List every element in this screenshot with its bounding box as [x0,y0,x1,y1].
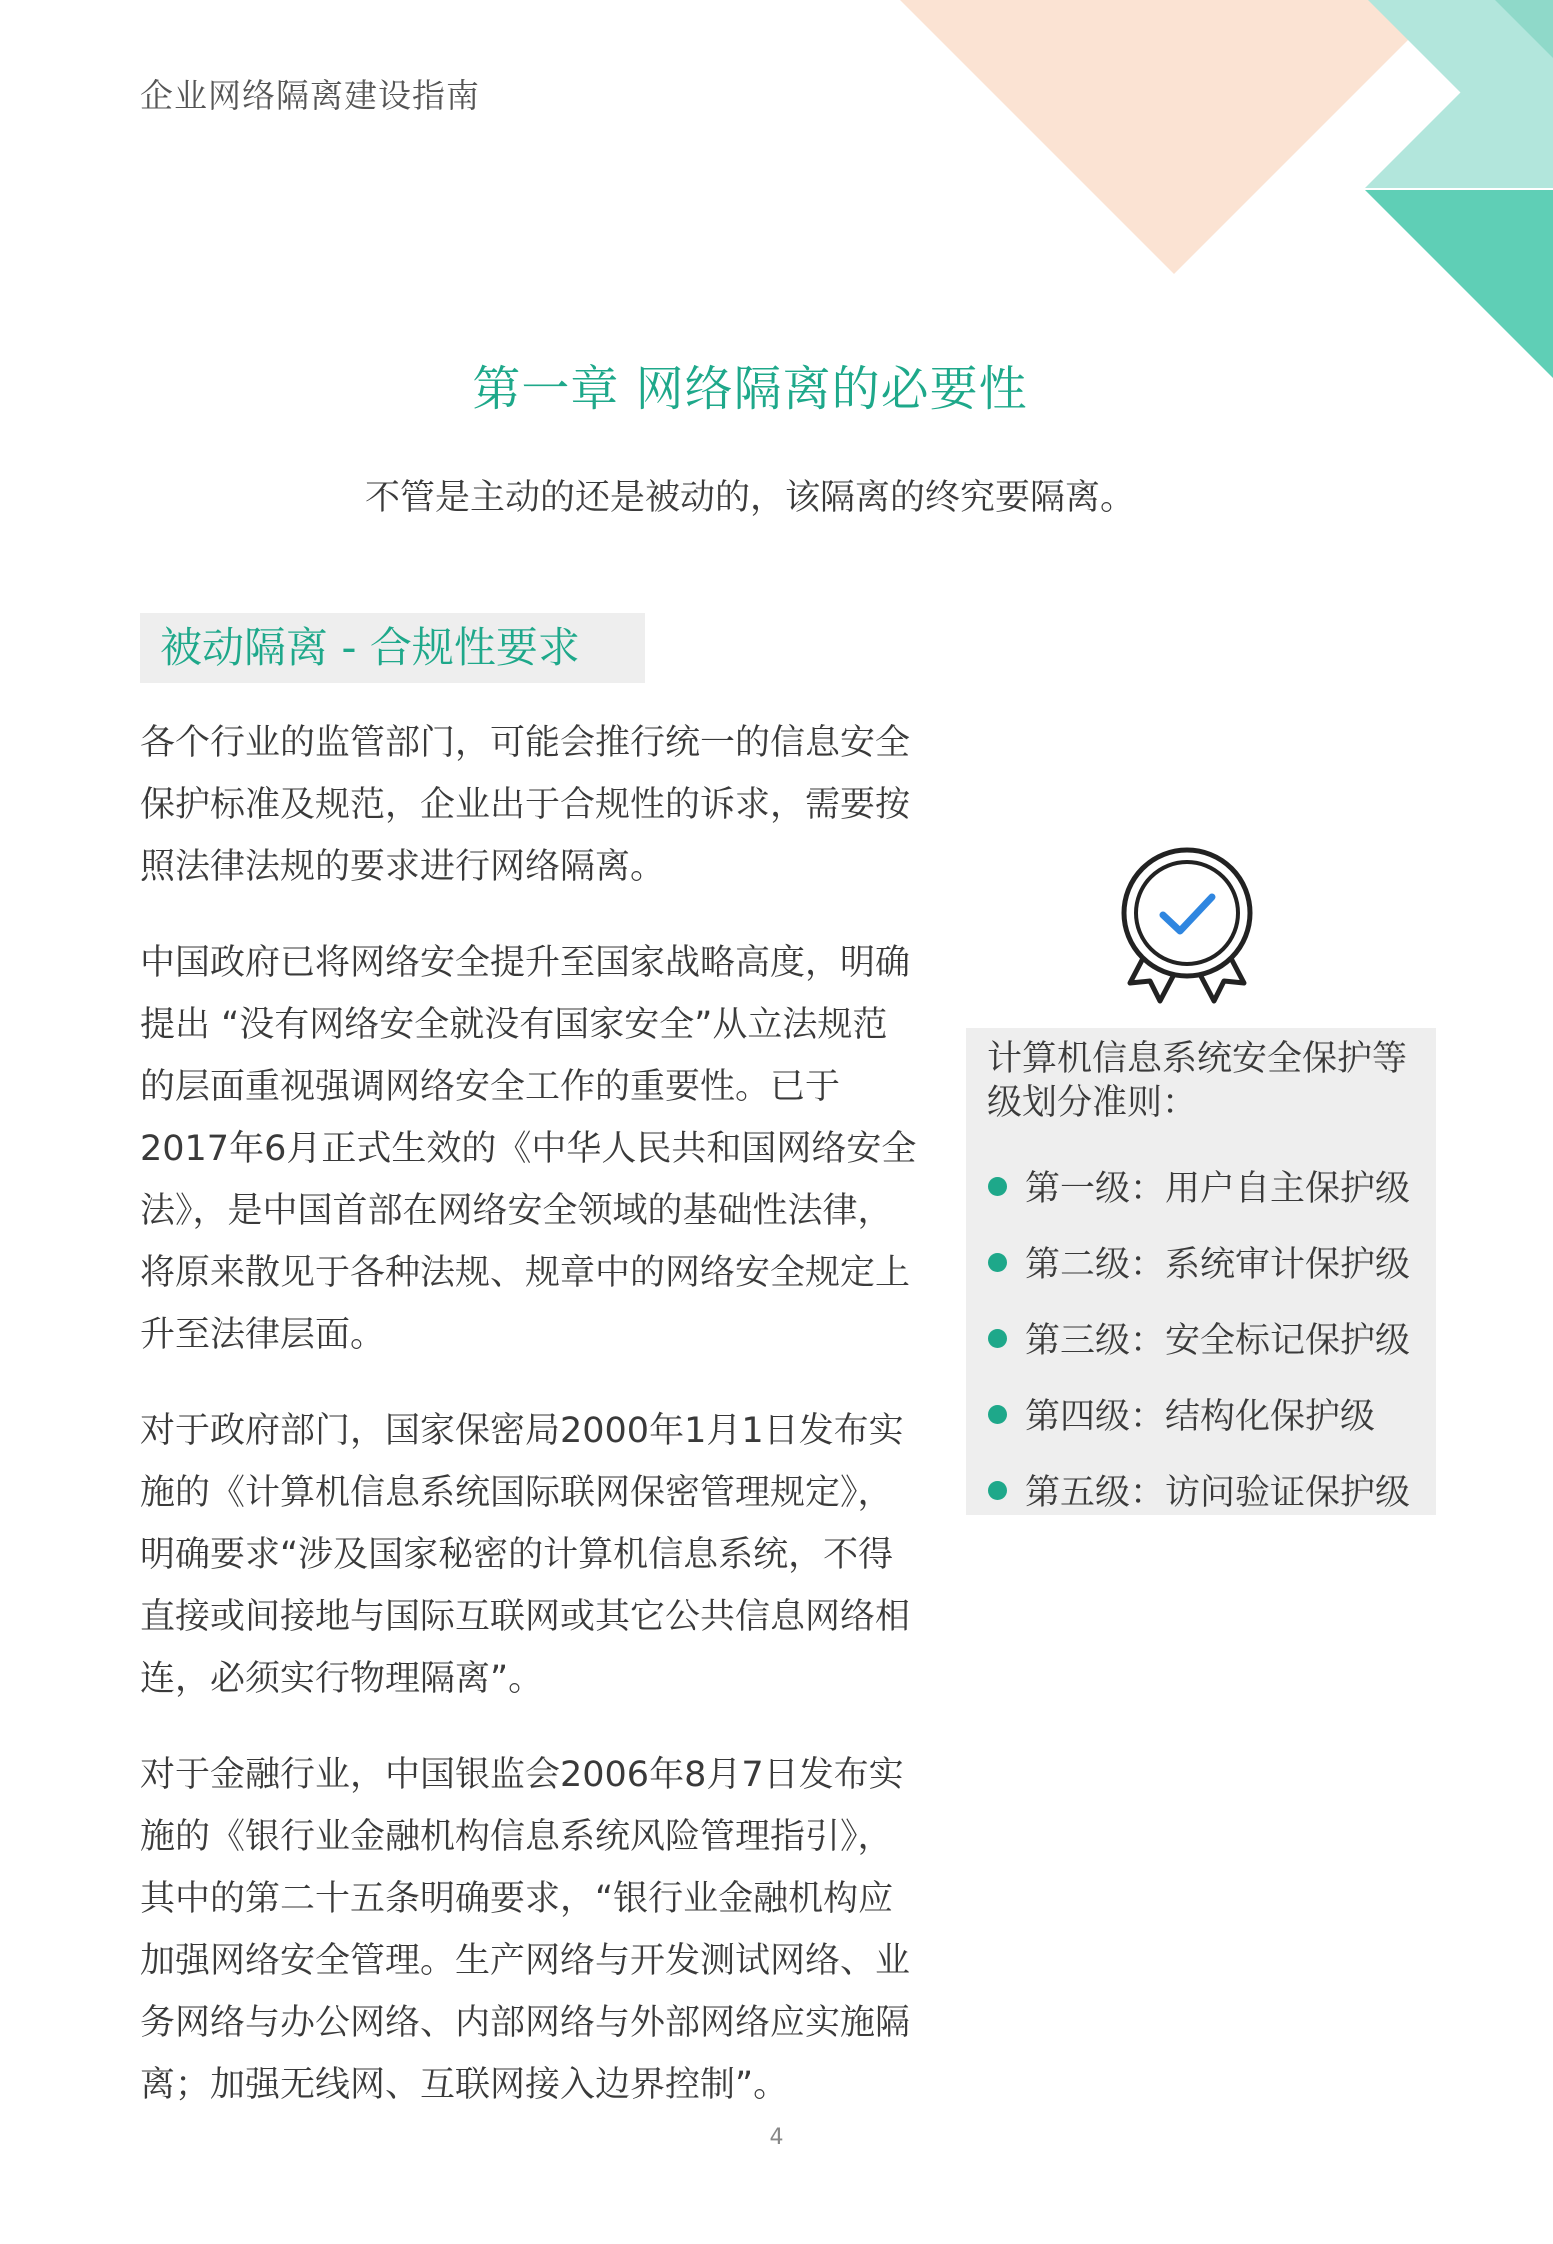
chapter-title: 第一章 网络隔离的必要性 [472,361,1028,417]
corner-decoration [0,0,1553,400]
peach-triangle [900,0,1448,274]
paragraph: 对于金融行业，中国银监会2006年8月7日发布实施的《银行业金融机构信息系统风险管理指引》，其中的第二十五条明确要求，“银行业金融机构应加强网络安全管理。生产网络与开发测试网络、业务网络与办公网络、内部网络与外部网络应实施隔离；加强无线网、互联网接入边界控制”。 [140,1755,911,2105]
paragraph: 对于政府部门，国家保密局2000年1月1日发布实施的《计算机信息系统国际联网保密管理规定》，明确要求“涉及国家秘密的计算机信息系统，不得直接或间接地与国际互联网或其它公共信息网络相连，必须实行物理隔离”。 [140,1411,911,1699]
paragraph: 中国政府已将网络安全提升至国家战略高度，明确提出 “没有网络安全就没有国家安全”从立法规范的层面重视强调网络安全工作的重要性。已于2017年6月正式生效的《中华人民共和国网络安全法》，是中国首部在网络安全领域的基础性法律，将原来散见于各种法规、规章中的网络安全规定上升至法律层面。 [140,943,917,1355]
grade-label: 第一级：用户自主保护级 [1025,1169,1411,1209]
grade-label: 第五级：访问验证保护级 [1025,1473,1411,1513]
bullet-dot-icon [988,1253,1007,1272]
grade-label: 第二级：系统审计保护级 [1025,1245,1411,1285]
chapter-subtitle: 不管是主动的还是被动的，该隔离的终究要隔离。 [364,478,1135,518]
list-item [988,1224,1410,1300]
grade-label: 第三级：安全标记保护级 [1025,1321,1411,1361]
bullet-dot-icon [988,1481,1007,1500]
grade-panel-heading: 计算机信息系统安全保护等级划分准则： [987,1039,1408,1123]
document-header-title: 企业网络隔离建设指南 [140,76,480,115]
list-item [988,1376,1410,1452]
section-title: 被动隔离 - 合规性要求 [160,623,580,672]
grade-list [988,1148,1410,1528]
certificate-badge-icon [1102,845,1272,1015]
list-item [988,1148,1410,1224]
page-number: 4 [769,2125,784,2150]
list-item [988,1300,1410,1376]
bullet-dot-icon [988,1329,1007,1348]
bullet-dot-icon [988,1177,1007,1196]
body-text-column [140,712,920,2150]
bullet-dot-icon [988,1405,1007,1424]
section-heading-box [140,613,645,683]
grade-classification-panel [966,1028,1436,1515]
list-item [988,1452,1410,1528]
grade-label: 第四级：结构化保护级 [1025,1397,1376,1437]
paragraph: 各个行业的监管部门，可能会推行统一的信息安全保护标准及规范，企业出于合规性的诉求，需要按照法律法规的要求进行网络隔离。 [140,723,911,887]
